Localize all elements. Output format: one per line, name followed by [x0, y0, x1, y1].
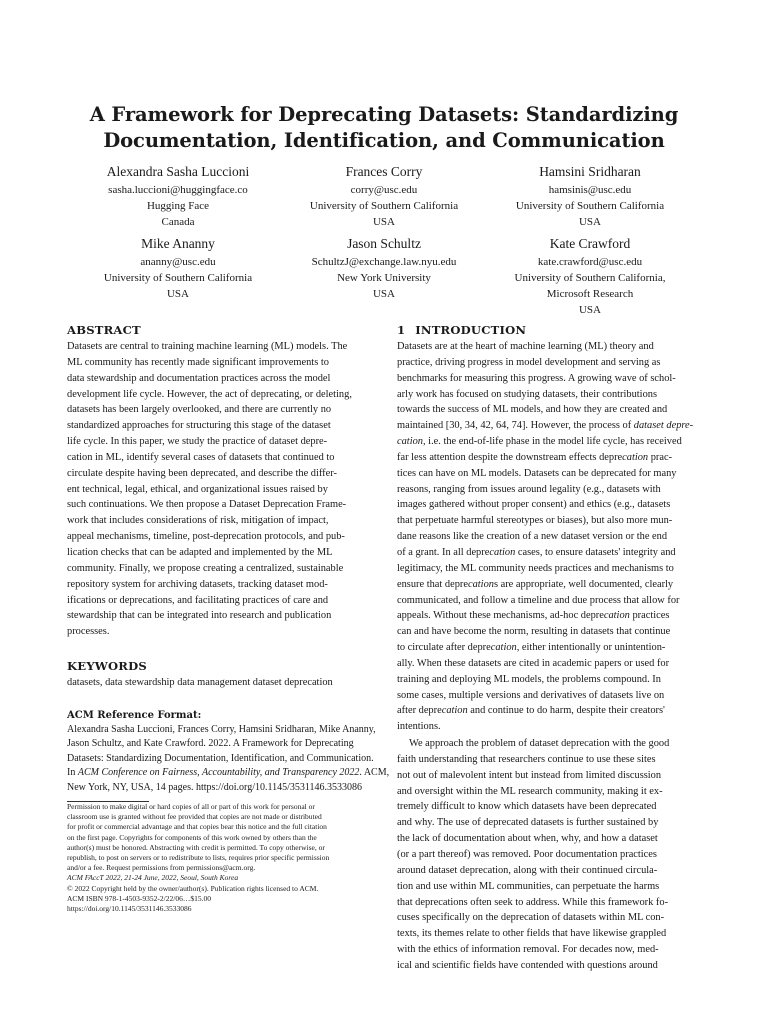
text-line: arly work has focused on studying datasets, their contributions: [397, 388, 658, 400]
right-column: [397, 321, 705, 974]
author-affiliation: University of Southern California: [515, 200, 665, 212]
text-line: ical and scientific fields have contended with questions around: [397, 959, 658, 971]
abstract-body: [67, 339, 375, 640]
text-line: life cycle. In this paper, we study the practice of dataset depre-: [67, 436, 328, 448]
section-number: 1: [397, 323, 406, 337]
author-country: USA: [578, 304, 601, 316]
text-line: ifications or deprecations, and facilitating practices of care and: [67, 594, 329, 606]
text-line: community. Finally, we propose creating a centralized, sustainable: [67, 562, 344, 574]
text-line: In ACM Conference on Fairness, Accountability, and Transparency 2022. ACM,: [67, 767, 390, 779]
author-name: Alexandra Sasha Luccioni: [106, 164, 250, 179]
text-line: tremely difficult to know which datasets have been deprecated: [397, 801, 657, 813]
text-line: New York, NY, USA, 14 pages. https://doi.org/10.1145/3531146.3533086: [67, 781, 363, 793]
author-block: [460, 163, 720, 230]
text-line: (or a part thereof) was removed. Poor documentation practices: [397, 849, 657, 860]
text-line: work that includes considerations of risk, mitigation of impact,: [67, 515, 329, 527]
author-affiliation: University of Southern California: [309, 200, 459, 212]
introduction-heading: [397, 321, 705, 339]
text-line: ACM ISBN 978-1-4503-9352-2/22/06…$15.00: [67, 893, 211, 903]
text-line: communicated, and follow a timeline and due process that allow for: [397, 594, 680, 606]
keywords-heading: KEYWORDS: [67, 659, 147, 674]
text-line: Jason Schultz, and Kate Crawford. 2022. A Framework for Deprecating: [67, 738, 354, 750]
author-name: Frances Corry: [345, 164, 423, 179]
text-line: development life cycle. However, the act of deprecating, or deleting,: [67, 388, 352, 400]
text-line: texts, its themes relate to other fields that have likewise grappled: [397, 928, 667, 940]
text-line: circulate despite having been deprecated, and describe the differ-: [67, 467, 337, 479]
text-line: tices can have on ML models. Datasets can be deprecated for many: [397, 467, 677, 479]
paper-title: [60, 102, 708, 154]
abstract-heading: ABSTRACT: [67, 323, 141, 337]
text-line: We approach the problem of dataset deprecation with the good: [409, 738, 670, 750]
text-line: and/or a fee. Request permissions from permissions@acm.org.: [67, 863, 256, 873]
author-country: USA: [578, 216, 601, 228]
text-line: the lack of documentation about when, why, and how a dataset: [397, 833, 658, 845]
text-line: processes.: [67, 626, 110, 638]
author-email: hamsinis@usc.edu: [548, 184, 632, 196]
text-line: ensure that deprecations are appropriate, well documented, clearly: [397, 578, 674, 590]
text-line: classroom use is granted without fee provided that copies are not made or distributed: [67, 812, 322, 822]
text-line: stewardship that can be integrated into research and publication: [67, 610, 332, 622]
text-line: not out of malevolent intent but instead from limited discussion: [397, 769, 662, 781]
text-line: intentions.: [397, 721, 441, 733]
text-line: such continuations. We then propose a Dataset Deprecation Frame-: [67, 499, 347, 511]
title-line: A Framework for Deprecating Datasets: Standardizing: [89, 103, 679, 126]
author-name: Jason Schultz: [347, 236, 421, 251]
author-affiliation: New York University: [337, 272, 431, 284]
text-line: Alexandra Sasha Luccioni, Frances Corry, Hamsini Sridharan, Mike Ananny,: [67, 723, 376, 735]
text-line: around dataset deprecation, along with their continued circula-: [397, 864, 658, 876]
author-email: kate.crawford@usc.edu: [537, 256, 643, 268]
text-line: appeal mechanisms, timeline, post-deprecation protocols, and pub-: [67, 531, 345, 543]
author-name: Kate Crawford: [549, 236, 631, 251]
text-line: and why. The use of deprecated datasets is further sustained by: [397, 817, 659, 829]
text-line: Datasets are at the heart of machine learning (ML) theory and: [397, 341, 654, 352]
text-line: tion and use within ML communities, can perpetuate the harms: [397, 880, 660, 892]
text-line: Datasets: Standardizing Documentation, Identification, and Communication.: [67, 752, 374, 764]
text-line: and oversight within the ML research community, making it ex-: [397, 785, 663, 797]
author-email: ananny@usc.edu: [140, 256, 216, 268]
text-line: towards the success of ML models, and how they are created and: [397, 404, 668, 416]
text-line: far less attention despite the downstream effects deprecation prac-: [397, 451, 673, 463]
text-line: ACM FAccT 2022, 21-24 June, 2022, Seoul, South Korea: [67, 873, 239, 883]
introduction-paragraph: [397, 736, 705, 974]
text-line: on the first page. Copyrights for components of this work owned by others than the: [67, 832, 317, 842]
text-line: cation, i.e. the end-of-life phase in the model life cycle, has received: [397, 436, 682, 448]
text-line: faith understanding that researchers continue to use these sites: [397, 753, 656, 765]
text-line: dane reasons like the creation of a new dataset version or the end: [397, 531, 668, 543]
text-line: Permission to make digital or hard copies of all or part of this work for personal or: [67, 802, 315, 811]
author-affiliation: Hugging Face: [146, 200, 209, 212]
text-line: legitimacy, the ML community needs practices and mechanisms to: [397, 562, 674, 574]
text-line: to circulate after deprecation, either intentionally or unintention-: [397, 642, 666, 654]
author-email: SchultzJ@exchange.law.nyu.edu: [311, 256, 457, 268]
text-line: that deprecations often seek to address. While this framework fo-: [397, 896, 669, 908]
author-country: Canada: [161, 216, 195, 228]
text-line: that perpetuate harmful stereotypes or biases), but also more mun-: [397, 515, 673, 527]
text-line: images gathered without proper consent) and ethics (e.g., datasets: [397, 499, 671, 511]
text-line: ally. When these datasets are cited in academic papers or used for: [397, 657, 670, 669]
keywords-line: datasets, data stewardship data management dataset deprecation: [67, 677, 333, 689]
text-line: after deprecation and continue to do harm, despite their creators': [397, 705, 665, 717]
text-line: maintained [30, 34, 42, 64, 74]. However, the process of dataset depre-: [397, 420, 694, 432]
keywords-text: [67, 675, 375, 691]
text-line: benchmarks for measuring this progress. A growing wave of schol-: [397, 372, 676, 384]
text-line: datasets has been largely overlooked, and there are currently no: [67, 404, 332, 416]
author-affiliation-secondary: Microsoft Research: [546, 288, 634, 300]
text-line: republish, to post on servers or to redistribute to lists, requires prior specific permission: [67, 853, 330, 863]
text-line: ML community has recently made significant improvements to: [67, 356, 329, 368]
text-line: of a grant. In all deprecation cases, to ensure datasets' integrity and: [397, 546, 676, 558]
text-line: appeals. Without these mechanisms, ad-hoc deprecation practices: [397, 610, 670, 622]
text-line: ent technical, legal, ethical, and organizational issues raised by: [67, 483, 328, 495]
copyright-footnote: [67, 802, 377, 914]
text-line: can and have become the norm, resulting in datasets that continue: [397, 626, 671, 638]
author-affiliation: University of Southern California,: [514, 272, 666, 284]
text-line: https://doi.org/10.1145/3531146.3533086: [67, 904, 192, 914]
author-name: Mike Ananny: [141, 236, 215, 251]
text-line: reasons, ranging from issues around legality (e.g., datasets with: [397, 483, 661, 495]
author-email: corry@usc.edu: [350, 184, 418, 196]
text-line: cuses specifically on the deprecation of datasets within ML con-: [397, 912, 665, 924]
title-line: Documentation, Identification, and Communication: [103, 129, 665, 152]
text-line: Datasets are central to training machine learning (ML) models. The: [67, 341, 348, 352]
text-line: with the ethics of information removal. For decades now, med-: [397, 944, 659, 956]
text-line: repository system for archiving datasets, tracking dataset mod-: [67, 578, 328, 590]
author-name: Hamsini Sridharan: [539, 164, 641, 179]
author-email: sasha.luccioni@huggingface.co: [108, 184, 248, 196]
author-country: USA: [372, 216, 395, 228]
text-line: © 2022 Copyright held by the owner/author(s). Publication rights licensed to ACM.: [67, 883, 319, 893]
text-line: training and deploying ML models, the problems compound. In: [397, 673, 661, 685]
text-line: lication checks that can be adapted and implemented by the ML: [67, 546, 333, 558]
text-line: for profit or commercial advantage and that copies bear this notice and the full citation: [67, 822, 327, 832]
text-line: practice, driving progress in model development and serving as: [397, 356, 661, 368]
text-line: cation in ML, identify several cases of datasets that continued to: [67, 451, 335, 463]
text-line: standardized approaches for structuring this stage of the dataset: [67, 420, 331, 432]
text-line: data stewardship and documentation practices across the model: [67, 372, 331, 384]
reference-format-heading: ACM Reference Format:: [67, 709, 202, 721]
text-line: some cases, multiple versions and derivatives of datasets live on: [397, 689, 665, 701]
author-affiliation: University of Southern California: [103, 272, 253, 284]
reference-format-body: [67, 723, 390, 796]
left-column: [67, 321, 390, 795]
introduction-paragraph: [397, 339, 705, 735]
author-country: USA: [166, 288, 189, 300]
text-line: author(s) must be honored. Abstracting with credit is permitted. To copy otherwise, or: [67, 842, 325, 852]
section-title: INTRODUCTION: [415, 323, 527, 337]
author-country: USA: [372, 288, 395, 300]
author-block: [460, 235, 720, 318]
